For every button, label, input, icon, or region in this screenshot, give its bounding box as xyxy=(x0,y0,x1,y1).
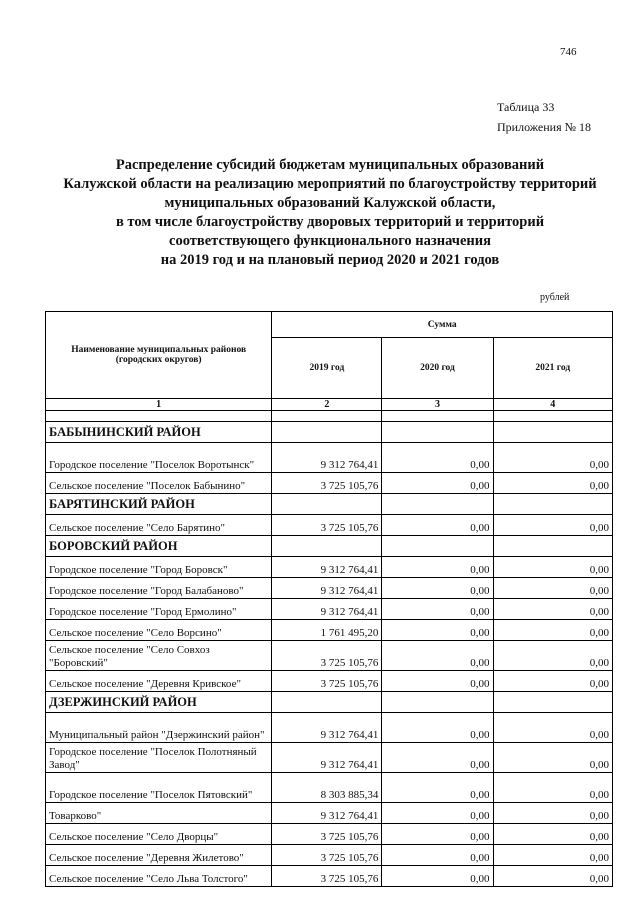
value-2019: 9 312 764,41 xyxy=(272,713,382,743)
header-2021: 2021 год xyxy=(493,338,612,399)
empty-cell xyxy=(493,494,612,515)
table-row xyxy=(46,824,613,845)
settlement-name: Городское поселение "Поселок Полотняный Завод" xyxy=(46,743,272,773)
value-2019: 3 725 105,76 xyxy=(272,671,382,692)
value-2021: 0,00 xyxy=(493,599,612,620)
table-row xyxy=(46,641,613,671)
district-row xyxy=(46,692,613,713)
empty-cell xyxy=(493,692,612,713)
value-2021: 0,00 xyxy=(493,578,612,599)
table-row xyxy=(46,578,613,599)
title-line: в том числе благоустройству дворовых территорий и территорий xyxy=(115,214,545,230)
column-number: 2 xyxy=(272,399,382,411)
value-2020: 0,00 xyxy=(382,803,493,824)
value-2019: 9 312 764,41 xyxy=(272,599,382,620)
subsidy-table xyxy=(45,311,613,887)
value-2021: 0,00 xyxy=(493,773,612,803)
units-label: рублей xyxy=(540,292,570,303)
header-sum: Сумма xyxy=(272,312,613,338)
empty-cell xyxy=(272,692,382,713)
table-row xyxy=(46,845,613,866)
value-2019: 8 303 885,34 xyxy=(272,773,382,803)
value-2020: 0,00 xyxy=(382,773,493,803)
table-row xyxy=(46,443,613,473)
column-number: 4 xyxy=(493,399,612,411)
empty-cell xyxy=(272,536,382,557)
table-row xyxy=(46,866,613,887)
empty-cell xyxy=(272,494,382,515)
table-row xyxy=(46,473,613,494)
settlement-name: Городское поселение "Город Балабаново" xyxy=(46,578,272,599)
page-number: 746 xyxy=(560,46,577,58)
value-2021: 0,00 xyxy=(493,443,612,473)
value-2019: 9 312 764,41 xyxy=(272,803,382,824)
value-2019: 3 725 105,76 xyxy=(272,866,382,887)
value-2021: 0,00 xyxy=(493,620,612,641)
header-name: Наименование муниципальных районов (городских округов) xyxy=(46,312,272,399)
table-row xyxy=(46,557,613,578)
value-2019: 9 312 764,41 xyxy=(272,743,382,773)
settlement-name: Городское поселение "Поселок Воротынск" xyxy=(46,443,272,473)
value-2021: 0,00 xyxy=(493,671,612,692)
value-2020: 0,00 xyxy=(382,599,493,620)
title-line: Распределение субсидий бюджетам муниципальных образований xyxy=(115,157,545,173)
value-2020: 0,00 xyxy=(382,620,493,641)
value-2019: 9 312 764,41 xyxy=(272,557,382,578)
value-2021: 0,00 xyxy=(493,641,612,671)
district-name: БАРЯТИНСКИЙ РАЙОН xyxy=(46,494,272,515)
value-2019: 3 725 105,76 xyxy=(272,473,382,494)
empty-cell xyxy=(493,422,612,443)
table-row xyxy=(46,515,613,536)
settlement-name: Сельское поселение "Село Совхоз "Боровский" xyxy=(46,641,272,671)
value-2020: 0,00 xyxy=(382,443,493,473)
value-2020: 0,00 xyxy=(382,713,493,743)
document-title xyxy=(30,156,630,270)
column-number: 1 xyxy=(46,399,272,411)
settlement-name: Сельское поселение "Село Дворцы" xyxy=(46,824,272,845)
empty-cell xyxy=(382,494,493,515)
value-2019: 3 725 105,76 xyxy=(272,515,382,536)
title-line: соответствующего функционального назначения xyxy=(169,233,491,249)
settlement-name: Сельское поселение "Село Льва Толстого" xyxy=(46,866,272,887)
document-reference xyxy=(497,97,591,137)
settlement-name: Сельское поселение "Деревня Кривское" xyxy=(46,671,272,692)
settlement-name: Сельское поселение "Поселок Бабынино" xyxy=(46,473,272,494)
empty-cell xyxy=(272,422,382,443)
district-row xyxy=(46,422,613,443)
value-2019: 3 725 105,76 xyxy=(272,824,382,845)
table-row xyxy=(46,599,613,620)
empty-cell xyxy=(382,536,493,557)
value-2020: 0,00 xyxy=(382,515,493,536)
value-2019: 9 312 764,41 xyxy=(272,578,382,599)
value-2021: 0,00 xyxy=(493,845,612,866)
value-2020: 0,00 xyxy=(382,824,493,845)
district-name: БОРОВСКИЙ РАЙОН xyxy=(46,536,272,557)
value-2021: 0,00 xyxy=(493,824,612,845)
table-row xyxy=(46,671,613,692)
column-number: 3 xyxy=(382,399,493,411)
district-name: БАБЫНИНСКИЙ РАЙОН xyxy=(46,422,272,443)
table-row xyxy=(46,743,613,773)
value-2021: 0,00 xyxy=(493,515,612,536)
value-2019: 3 725 105,76 xyxy=(272,845,382,866)
empty-cell xyxy=(382,692,493,713)
settlement-name: Муниципальный район "Дзержинский район" xyxy=(46,713,272,743)
value-2021: 0,00 xyxy=(493,803,612,824)
value-2019: 9 312 764,41 xyxy=(272,443,382,473)
table-row xyxy=(46,713,613,743)
table-row xyxy=(46,620,613,641)
settlement-name: Городское поселение "Город Ермолино" xyxy=(46,599,272,620)
title-line: Калужской области на реализацию мероприятий по благоустройству территорий xyxy=(63,176,597,192)
value-2020: 0,00 xyxy=(382,866,493,887)
header-2019: 2019 год xyxy=(272,338,382,399)
settlement-name: Сельское поселение "Село Ворсино" xyxy=(46,620,272,641)
value-2021: 0,00 xyxy=(493,866,612,887)
value-2021: 0,00 xyxy=(493,713,612,743)
title-line: на 2019 год и на плановый период 2020 и 2021 годов xyxy=(160,252,500,268)
value-2020: 0,00 xyxy=(382,845,493,866)
value-2020: 0,00 xyxy=(382,671,493,692)
settlement-name: Городское поселение "Город Боровск" xyxy=(46,557,272,578)
value-2021: 0,00 xyxy=(493,557,612,578)
settlement-name: Товарково" xyxy=(46,803,272,824)
table-row xyxy=(46,803,613,824)
table-row xyxy=(46,773,613,803)
settlement-name: Городское поселение "Поселок Пятовский" xyxy=(46,773,272,803)
appendix-reference: Приложения № 18 xyxy=(497,120,592,134)
value-2019: 1 761 495,20 xyxy=(272,620,382,641)
empty-cell xyxy=(382,422,493,443)
value-2020: 0,00 xyxy=(382,473,493,494)
settlement-name: Сельское поселение "Село Барятино" xyxy=(46,515,272,536)
district-name: ДЗЕРЖИНСКИЙ РАЙОН xyxy=(46,692,272,713)
value-2021: 0,00 xyxy=(493,473,612,494)
settlement-name: Сельское поселение "Деревня Жилетово" xyxy=(46,845,272,866)
empty-cell xyxy=(493,536,612,557)
value-2020: 0,00 xyxy=(382,743,493,773)
table-reference: Таблица 33 xyxy=(497,100,555,114)
district-row xyxy=(46,536,613,557)
value-2020: 0,00 xyxy=(382,578,493,599)
value-2020: 0,00 xyxy=(382,641,493,671)
value-2021: 0,00 xyxy=(493,743,612,773)
header-2020: 2020 год xyxy=(382,338,493,399)
district-row xyxy=(46,494,613,515)
value-2020: 0,00 xyxy=(382,557,493,578)
table-body xyxy=(46,411,613,887)
title-line: муниципальных образований Калужской области, xyxy=(164,195,496,211)
value-2019: 3 725 105,76 xyxy=(272,641,382,671)
